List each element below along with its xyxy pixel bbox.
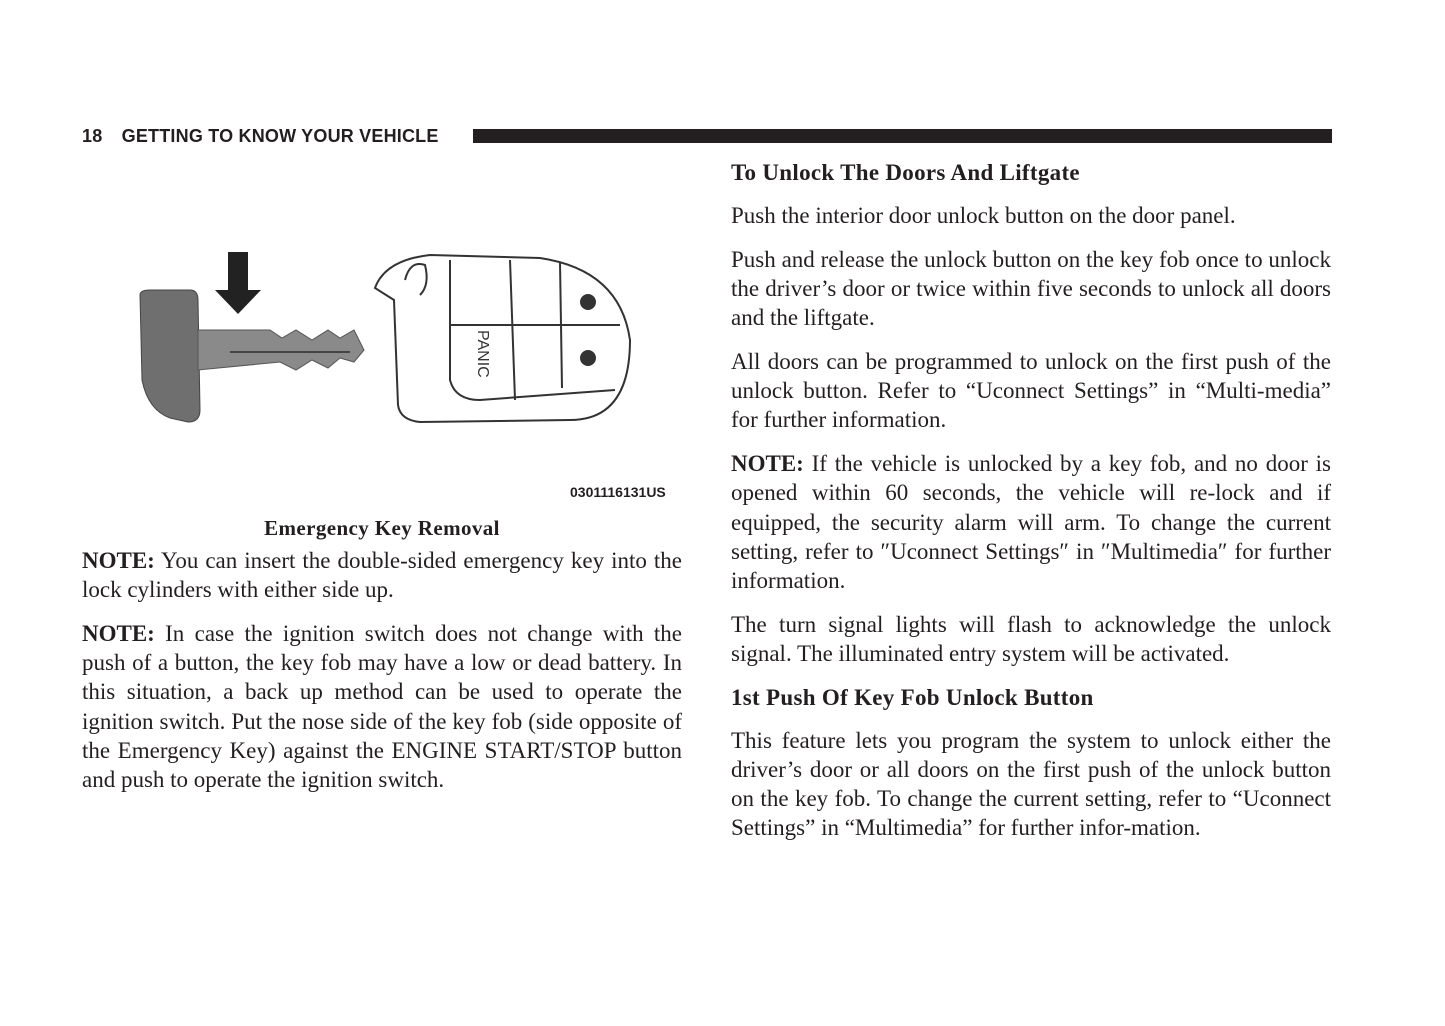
note-text: If the vehicle is unlocked by a key fob, and no door is opened within 60 seconds, the vehicle will re-lock and if equipped, the security alarm will arm. To change the current setting, refer to ″Uconnect Settings″ in ″Multimedia″ for further information. [731,451,1331,593]
left-column [82,546,682,809]
paragraph: All doors can be programmed to unlock on the first push of the unlock button. Refer to “Uconnect Settings” in “Multi-media” for further information. [731,349,1331,433]
note-paragraph [731,449,1331,595]
note-text: You can insert the double-sided emergency key into the lock cylinders with either side up. [82,548,682,603]
emergency-key-illustration [100,190,690,510]
running-header [82,126,439,147]
key-fob-icon [375,255,630,422]
paragraph: The turn signal lights will flash to acknowledge the unlock signal. The illuminated entry system will be activated. [731,611,1331,666]
section-title: GETTING TO KNOW YOUR VEHICLE [121,126,439,146]
panic-label: PANIC [474,330,491,378]
figure-caption: Emergency Key Removal [264,516,500,540]
paragraph: Push the interior door unlock button on the door panel. [731,203,1236,229]
note-text: In case the ignition switch does not change with the push of a button, the key fob may have a low or dead battery. In this situation, a back up method can be used to operate the ignition switch. Put the nose side of the key fob (side opposite of the Emergency Key) against the ENGINE START/STOP button and push to operate the ignition switch. [82,620,682,792]
page-number: 18 [82,126,103,146]
note-paragraph [82,619,682,794]
section-heading: To Unlock The Doors And Liftgate [731,160,1080,185]
section-heading: 1st Push Of Key Fob Unlock Button [731,684,1094,710]
note-paragraph [82,546,682,604]
note-label: NOTE: [82,548,155,573]
down-arrow-icon [215,252,261,314]
note-label: NOTE: [731,451,804,477]
header-rule [473,129,1332,143]
figure-id: 0301116131US [570,484,666,500]
note-label: NOTE: [82,620,155,646]
emergency-key-icon [140,290,364,422]
paragraph: Push and release the unlock button on the key fob once to unlock the driver’s door or twice within five seconds to unlock all doors and the liftgate. [731,246,1331,331]
right-column [731,158,1331,857]
paragraph: This feature lets you program the system to unlock either the driver’s door or all doors on the first push of the unlock button on the key fob. To change the current setting, refer to “Uconnect Settings” in “Multimedia” for further infor-mation. [731,727,1331,841]
